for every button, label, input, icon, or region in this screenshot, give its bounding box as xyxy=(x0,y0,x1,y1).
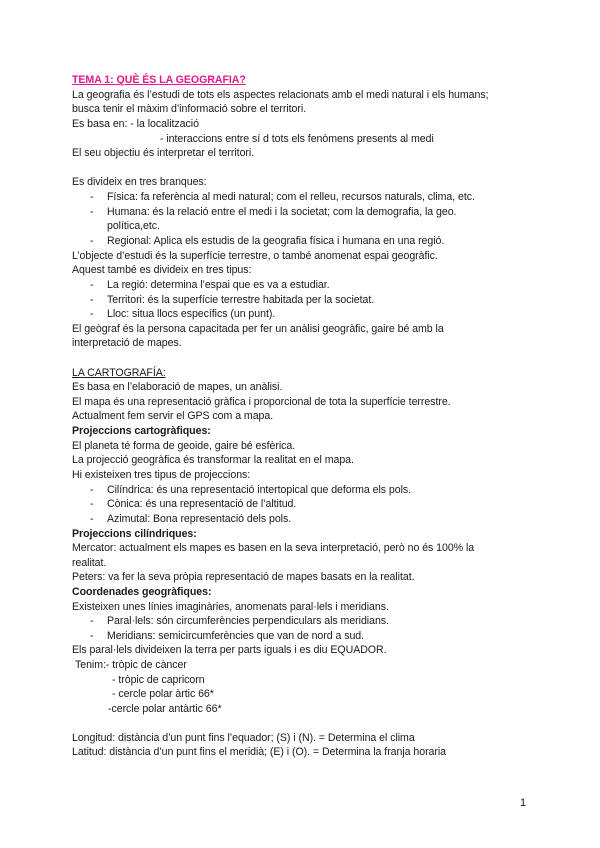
projections-line: Hi existeixen tres tipus de projeccions: xyxy=(72,469,251,481)
bullet-dash: - xyxy=(90,513,94,525)
longitude-line: Longitud: distància d’un punt fins l’equador; (S) i (N). = Determina el clima xyxy=(72,732,415,744)
bullet-dash: - xyxy=(90,615,94,627)
bullet-dash: - xyxy=(90,498,94,510)
list-item: Azimutal: Bona representació dels pols. xyxy=(107,513,292,525)
cartography-line: Es basa en l’elaboració de mapes, un anàlisi. xyxy=(72,381,283,393)
intro-line: Es basa en: - la localització xyxy=(72,118,199,130)
list-item: Cònica: és una representació de l’altitud. xyxy=(107,498,297,510)
bullet-dash: - xyxy=(90,484,94,496)
page-number: 1 xyxy=(520,797,527,809)
geographer-line: El geògraf és la persona capacitada per fer un anàlisi geogràfic, gaire bé amb la xyxy=(72,323,444,335)
intro-line: busca tenir el màxim d’informació sobre el territori. xyxy=(72,103,307,115)
cartography-line: Actualment fem servir el GPS com a mapa. xyxy=(72,410,274,422)
latitude-line: Latitud: distància d’un punt fins el meridià; (E) i (O). = Determina la franja horaria xyxy=(72,746,447,758)
bullet-dash: - xyxy=(90,279,94,291)
object-line: Aquest també es divideix en tres tipus: xyxy=(72,264,252,276)
object-line: L’objecte d’estudi és la superfície terrestre, o també anomenat espai geogràfic. xyxy=(72,250,438,262)
tenim-line: - cercle polar àrtic 66* xyxy=(112,688,214,700)
tenim-line: -cercle polar antàrtic 66* xyxy=(108,703,222,715)
projections-heading: Projeccions cartogràfiques: xyxy=(72,425,211,437)
bullet-dash: - xyxy=(90,191,94,203)
cylindrical-line: Peters: va fer la seva pròpia representació de mapes basats en la realitat. xyxy=(72,571,415,583)
list-item: Humana: és la relació entre el medi i la societat; com la demografia, la geo. xyxy=(107,206,457,218)
coordinates-heading: Coordenades geogràfiques: xyxy=(72,586,212,598)
intro-line: El seu objectiu és interpretar el territori. xyxy=(72,147,255,159)
intro-line: La geografia és l’estudi de tots els aspectes relacionats amb el medi natural i els humans; xyxy=(72,89,489,101)
list-item: Regional: Aplica els estudis de la geografia física i humana en una regió. xyxy=(107,235,445,247)
geographer-line: interpretació de mapes. xyxy=(72,337,182,349)
cartography-line: El mapa és una representació gràfica i proporcional de tota la superfície terrestre. xyxy=(72,396,451,408)
cartography-heading: LA CARTOGRAFÍA: xyxy=(72,367,166,379)
projections-line: La projecció geogràfica és transformar la realitat en el mapa. xyxy=(72,454,354,466)
cylindrical-line: realitat. xyxy=(72,557,107,569)
equator-line: Els paral·lels divideixen la terra per parts iguals i es diu EQUADOR. xyxy=(72,644,387,656)
branches-intro: Es divideix en tres branques: xyxy=(72,176,207,188)
list-item: Paral·lels: són circumferències perpendiculars als meridians. xyxy=(107,615,389,627)
intro-line: - interaccions entre sí d tots els fenòmens presents al medi xyxy=(160,133,434,145)
coordinates-intro: Existeixen unes línies imaginàries, anomenats paral·lels i meridians. xyxy=(72,601,389,613)
bullet-dash: - xyxy=(90,235,94,247)
cylindrical-line: Mercator: actualment els mapes es basen en la seva interpretació, però no és 100% la xyxy=(72,542,475,554)
list-item: Lloc: situa llocs específics (un punt). xyxy=(107,308,276,320)
bullet-dash: - xyxy=(90,206,94,218)
list-item: La regió: determina l’espai que es va a estudiar. xyxy=(107,279,330,291)
bullet-dash: - xyxy=(90,308,94,320)
list-item: Meridians: semicircumferències que van de nord a sud. xyxy=(107,630,365,642)
list-item: política,etc. xyxy=(107,220,160,232)
bullet-dash: - xyxy=(90,294,94,306)
tenim-line: - tròpic de capricorn xyxy=(112,674,205,686)
page-title: TEMA 1: QUÈ ÉS LA GEOGRAFIA? xyxy=(72,74,246,86)
list-item: Territori: és la superfície terrestre habitada per la societat. xyxy=(107,294,375,306)
tenim-line: Tenim:- tròpic de càncer xyxy=(75,659,187,671)
bullet-dash: - xyxy=(90,630,94,642)
projections-line: El planeta té forma de geoide, gaire bé esfèrica. xyxy=(72,440,296,452)
cylindrical-heading: Projeccions cilíndriques: xyxy=(72,528,197,540)
list-item: Física: fa referència al medi natural; com el relleu, recursos naturals, clima, etc. xyxy=(107,191,475,203)
list-item: Cilíndrica: és una representació intertopical que deforma els pols. xyxy=(107,484,412,496)
